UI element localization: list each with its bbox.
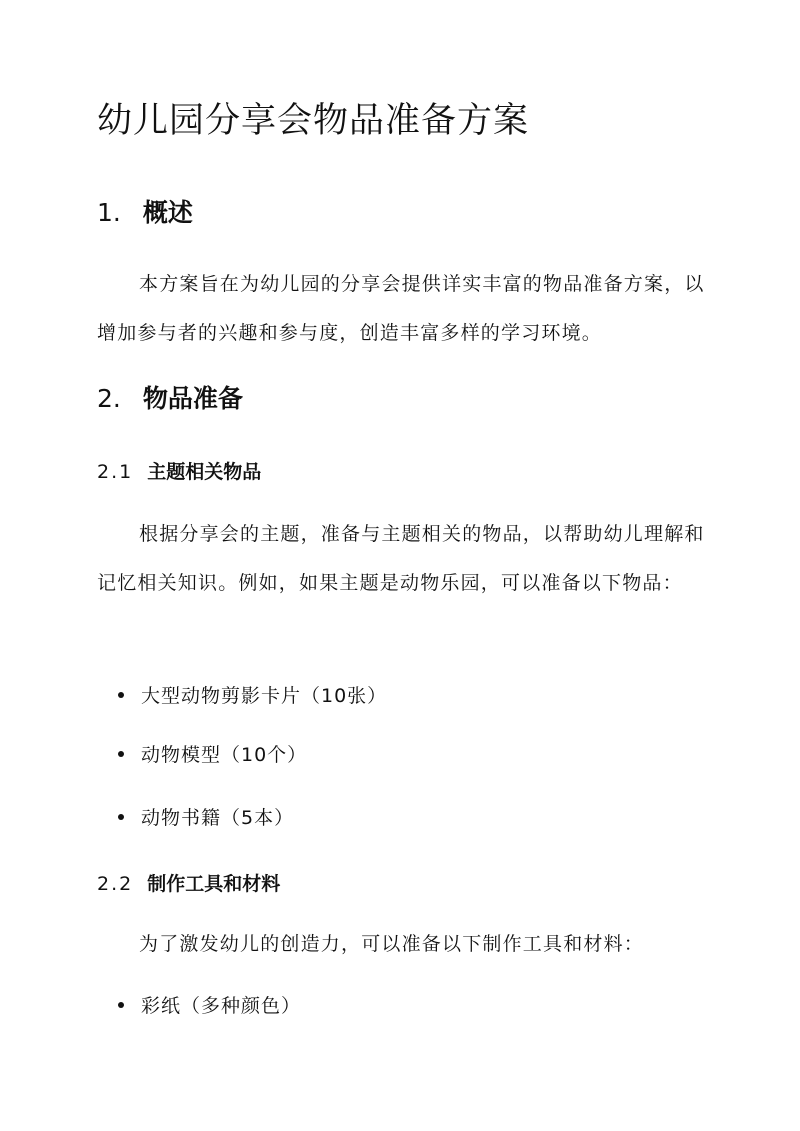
section-title: 物品准备 bbox=[142, 384, 243, 413]
theme-paragraph: 根据分享会的主题，准备与主题相关的物品，以帮助幼儿理解和记忆相关知识。例如，如果主题是动物乐园，可以准备以下物品： bbox=[97, 523, 705, 594]
list-item bbox=[118, 682, 387, 710]
list-item bbox=[118, 804, 294, 832]
section-overview-heading bbox=[97, 196, 193, 230]
subsection-title: 制作工具和材料 bbox=[147, 873, 281, 895]
bullet-icon bbox=[118, 692, 124, 698]
subsection-number: 2.1 bbox=[97, 461, 134, 483]
section-number: 1. bbox=[97, 198, 121, 227]
section-title: 概述 bbox=[142, 198, 193, 227]
list-item bbox=[118, 992, 301, 1020]
tools-paragraph: 为了激发幼儿的创造力，可以准备以下制作工具和材料： bbox=[139, 933, 645, 955]
list-item-text: 动物模型（10个） bbox=[141, 744, 308, 766]
bullet-icon bbox=[118, 814, 124, 820]
list-item bbox=[118, 741, 307, 769]
subsection-tools-heading bbox=[97, 870, 280, 898]
subsection-title: 主题相关物品 bbox=[147, 461, 262, 483]
subsection-number: 2.2 bbox=[97, 873, 134, 895]
list-item-text: 动物书籍（5本） bbox=[141, 807, 295, 829]
overview-paragraph: 本方案旨在为幼儿园的分享会提供详实丰富的物品准备方案，以增加参与者的兴趣和参与度，创造丰富多样的学习环境。 bbox=[97, 273, 705, 344]
section-number: 2. bbox=[97, 384, 121, 413]
list-item-text: 大型动物剪影卡片（10张） bbox=[141, 685, 388, 707]
section-items-heading bbox=[97, 382, 243, 416]
list-item-text: 彩纸（多种颜色） bbox=[141, 995, 302, 1017]
subsection-theme-heading bbox=[97, 458, 261, 486]
document-title: 幼儿园分享会物品准备方案 bbox=[97, 101, 530, 141]
bullet-icon bbox=[118, 1002, 124, 1008]
bullet-icon bbox=[118, 751, 124, 757]
